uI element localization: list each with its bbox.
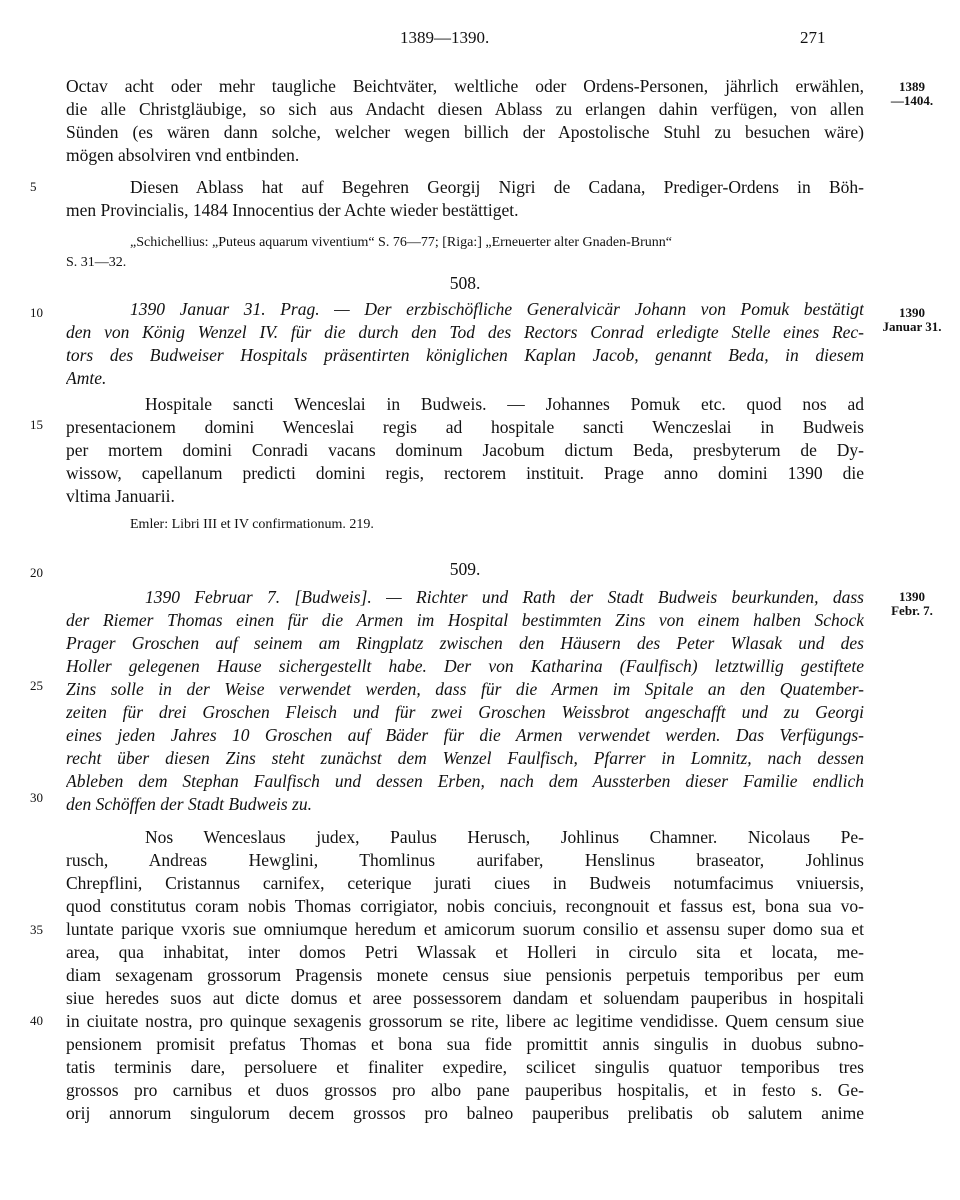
text-line: Chrepflini, Cristannus carnifex, ceterique jurati ciues in Budweis notumfacimus vniuersis, [66,873,864,893]
text-line: grossos pro carnibus et duos grossos pro albo pane pauperibus hospitalis, et in festo s. Ge- [66,1080,864,1100]
document-number: 509. [449,559,481,579]
text-line: Octav acht oder mehr taugliche Beichtväter, weltliche oder Ordens-Personen, jährlich erwählen, [66,76,864,96]
regest-line: Ableben dem Stephan Faulfisch und dessen Erben, nach dem Aussterben dieser Familie endlich [66,771,864,791]
document-number: 508. [449,273,481,293]
page-number: 271 [800,28,826,47]
text-line: rusch, Andreas Hewglini, Thomlinus aurifaber, Henslinus braseator, Johlinus [66,850,864,870]
text-line: mögen absolviren vnd entbinden. [66,145,300,165]
margin-date-1390-jan [872,306,952,334]
text-line: Hospitale sancti Wenceslai in Budweis. — Johannes Pomuk etc. quod nos ad [145,394,864,414]
text-line: quod constitutus coram nobis Thomas corrigiator, nobis conciuis, recongnouit et fassus est, bona sua vo- [66,896,864,916]
text-line: Nos Wenceslaus judex, Paulus Herusch, Johlinus Chamner. Nicolaus Pe- [145,827,864,847]
source-citation: „Schichellius: „Puteus aquarum viventium“ S. 76—77; [Riga:] „Erneuerter alter Gnaden-Brunn“ [130,235,672,250]
regest-line: Prager Groschen auf seinem am Ringplatz zwischen den Häusern des Peter Wlasak und des [66,633,864,653]
text-line: die alle Christgläubige, so sich aus Andacht diesen Ablass zu erlangen dahin verfügen, von allen [66,99,864,119]
text-line: pensionem promisit prefatus Thomas et bona sua fide promittit annis singulis in duobus subno- [66,1034,864,1054]
text-line: diam sexagenam grossorum Pragensis monete census siue pensionis perpetuis temporibus per eum [66,965,864,985]
text-line: area, qua inhabitat, inter domos Petri Wlassak et Holleri in circulo sita et locata, me- [66,942,864,962]
source-citation: Emler: Libri III et IV confirmationum. 219. [130,517,374,532]
margin-date-line: 1390 [899,589,925,604]
margin-date-1390-feb [872,590,952,618]
regest-line: den von König Wenzel IV. für die durch den Tod des Rectors Conrad erledigte Stelle eines Rec- [66,322,864,342]
margin-date-line: —1404. [890,93,934,108]
margin-date-line: 1389 [899,79,925,94]
regest-line: 1390 Februar 7. [Budweis]. — Richter und Rath der Stadt Budweis beurkunden, dass [145,587,864,607]
line-number: 20 [30,565,43,580]
line-number: 30 [30,790,43,805]
margin-date-1389 [872,80,952,108]
regest-line: tors des Budweiser Hospitals präsentirten königlichen Kaplan Jacob, genannt Beda, in diesem [66,345,864,365]
regest-line: eines jeden Jahres 10 Groschen auf Bäder für die Armen verwendet werden. Das Verfügungs- [66,725,864,745]
text-line: Diesen Ablass hat auf Begehren Georgij Nigri de Cadana, Prediger-Ordens in Böh- [130,177,864,197]
line-number: 5 [30,179,37,194]
line-number: 15 [30,417,43,432]
line-number: 10 [30,305,43,320]
margin-date-line: Febr. 7. [891,603,933,618]
regest-line: Holler gelegenen Hause sichergestellt habe. Der von Katharina (Faulfisch) letztwillig gestiftete [66,656,864,676]
text-line: vltima Januarii. [66,486,175,506]
regest-line: zeiten für drei Groschen Fleisch und für zwei Groschen Weissbrot angeschafft und zu Georgi [66,702,864,722]
margin-date-line: Januar 31. [882,319,942,334]
text-line: in ciuitate nostra, pro quinque sexagenis grossorum se rite, libere ac legitime vendidisse. Quem censum siue [66,1011,864,1031]
running-head: 1389—1390. [400,28,490,47]
text-line: presentacionem domini Wenceslai regis ad hospitale sancti Wenczeslai in Budweis [66,417,864,437]
text-line: per mortem domini Conradi vacans dominum Jacobum dictum Beda, presbyterum de Dy- [66,440,864,460]
text-line: siue heredes suos aut dicte domus et aree possessorem dandam et soluendam pauperibus in hospitali [66,988,864,1008]
line-number: 40 [30,1013,43,1028]
regest-line: der Riemer Thomas einen für die Armen im Hospital bestimmten Zins von einem halben Schock [66,610,864,630]
regest-line: Zins solle in der Weise verwendet werden, dass für die Armen im Spitale an den Quatember- [66,679,864,699]
line-number: 35 [30,922,43,937]
text-line: wissow, capellanum predicti domini regis, rectorem instituit. Prage anno domini 1390 die [66,463,864,483]
text-line: luntate parique vxoris sue omniumque heredum et amicorum suorum consilio et assensu super domo sua et [66,919,864,939]
text-line: Sünden (es wären dann solche, welcher wegen billich der Apostolische Stuhl zu besuchen wäre) [66,122,864,142]
source-citation: S. 31—32. [66,255,127,270]
margin-date-line: 1390 [899,305,925,320]
regest-line: den Schöffen der Stadt Budweis zu. [66,794,312,814]
text-line: tatis terminis dare, persoluere et finaliter expedire, scilicet singulis quatuor temporibus tres [66,1057,864,1077]
line-number: 25 [30,678,43,693]
text-line: orij annorum singulorum decem grossos pro balneo pauperibus prelibatis ob salutem anime [66,1103,864,1123]
text-line: men Provincialis, 1484 Innocentius der Achte wieder bestättiget. [66,200,519,220]
regest-line: recht über diesen Zins steht zunächst dem Wenzel Faulfisch, Pfarrer in Lomnitz, nach dessen [66,748,864,768]
regest-line: 1390 Januar 31. Prag. — Der erzbischöfliche Generalvicär Johann von Pomuk bestätigt [130,299,864,319]
regest-line: Amte. [66,368,107,388]
